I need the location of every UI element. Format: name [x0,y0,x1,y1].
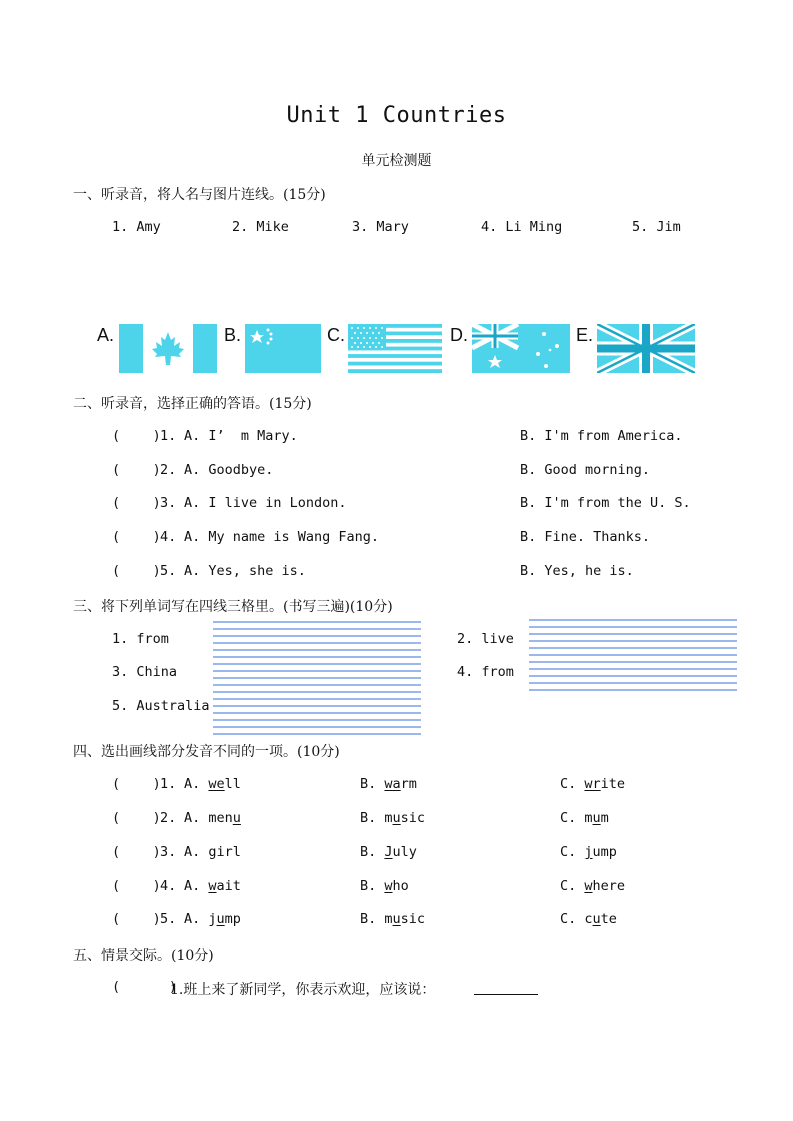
uk-flag-icon [597,324,695,373]
question-text: 1.班上来了新同学，你表示欢迎，应该说： [170,982,436,998]
option-a: A. Goodbye. [184,462,274,478]
answer-paren[interactable]: ( ) [112,563,161,579]
question-number: 5. [160,911,177,927]
answer-paren[interactable]: ( ) [112,878,161,894]
option-c: C. cute [560,911,617,927]
option-b: B. Good morning. [520,462,651,478]
underlined-letters: we [208,776,225,792]
canada-flag-icon [119,324,217,373]
underlined-letters: u [592,911,601,927]
option-c: C. where [560,878,626,894]
underlined-letters: wr [584,776,601,792]
word-5: 5. Australia [112,698,210,714]
option-b: B. I'm from the U. S. [520,495,691,511]
answer-paren[interactable]: ( ) [112,810,161,826]
section-5-heading: 五、情景交际。(10分) [73,948,214,964]
option-a: A. well [184,776,241,792]
option-a: A. wait [184,878,241,894]
option-a: A. I live in London. [184,495,347,511]
page-subtitle: 单元检测题 [361,153,432,169]
option-b: B. music [360,911,426,927]
answer-blank[interactable] [474,982,538,995]
underlined-letters: u [216,911,225,927]
option-b: B. Fine. Thanks. [520,529,651,545]
section-3-heading: 三、将下列单词写在四线三格里。(书写三遍)(10分) [73,599,393,615]
flag-label-d: D. [450,325,468,345]
name-4: 4. Li Ming [481,219,563,235]
flag-label-e: E. [576,325,594,345]
answer-paren[interactable]: ( ) [112,428,161,444]
underlined-letters: J [384,844,393,860]
answer-paren[interactable]: ( ) [112,776,161,792]
option-b: B. I'm from America. [520,428,683,444]
underlined-letters: u [392,810,401,826]
china-flag-icon [245,324,321,373]
option-b: B. July [360,844,417,860]
option-c: C. write [560,776,626,792]
answer-paren[interactable]: ( ) [112,529,161,545]
usa-flag-icon [348,324,442,373]
option-b: B. Yes, he is. [520,563,634,579]
writing-lines-left[interactable] [213,620,423,738]
word-4: 4. from [457,664,514,680]
name-2: 2. Mike [232,219,289,235]
option-a: A. jump [184,911,241,927]
word-1: 1. from [112,631,169,647]
question-number: 2. [160,810,177,826]
answer-paren[interactable]: ( ) [112,979,178,995]
name-1: 1. Amy [112,219,161,235]
option-b: B. who [360,878,409,894]
question-number: 4. [160,529,177,545]
word-2: 2. live [457,631,514,647]
flag-label-c: C. [327,325,345,345]
option-c: C. jump [560,844,617,860]
underlined-letters: j [584,844,593,860]
option-a: A. menu [184,810,241,826]
australia-flag-icon [472,324,570,373]
underlined-letters: u [592,810,601,826]
option-b: B. warm [360,776,417,792]
section-1-heading: 一、听录音，将人名与图片连线。(15分) [73,187,326,203]
writing-lines-right[interactable] [529,618,739,696]
name-5: 5. Jim [632,219,681,235]
name-3: 3. Mary [352,219,409,235]
answer-paren[interactable]: ( ) [112,844,161,860]
option-a: A. I’ m Mary. [184,428,298,444]
word-3: 3. China [112,664,178,680]
option-b: B. music [360,810,426,826]
underlined-letters: w [384,878,393,894]
answer-paren[interactable]: ( ) [112,495,161,511]
underlined-letters: w [208,878,217,894]
section-2-heading: 二、听录音，选择正确的答语。(15分) [73,396,312,412]
answer-paren[interactable]: ( ) [112,911,161,927]
question-number: 4. [160,878,177,894]
option-a: A. My name is Wang Fang. [184,529,380,545]
question-number: 3. [160,495,177,511]
page-title: Unit 1 Countries [286,103,507,128]
underlined-letters: u [232,810,241,826]
question-number: 1. [160,428,177,444]
underlined-letters: u [392,911,401,927]
section-4-heading: 四、选出画线部分发音不同的一项。(10分) [73,744,340,760]
flag-label-b: B. [224,325,242,345]
question-number: 3. [160,844,177,860]
question-number: 1. [160,776,177,792]
option-a: A. girl [184,844,241,860]
option-c: C. mum [560,810,609,826]
question-number: 5. [160,563,177,579]
answer-paren[interactable]: ( ) [112,462,161,478]
flag-label-a: A. [97,325,115,345]
underlined-letters: wa [384,776,401,792]
underlined-letters: w [584,878,593,894]
option-a: A. Yes, she is. [184,563,306,579]
question-number: 2. [160,462,177,478]
